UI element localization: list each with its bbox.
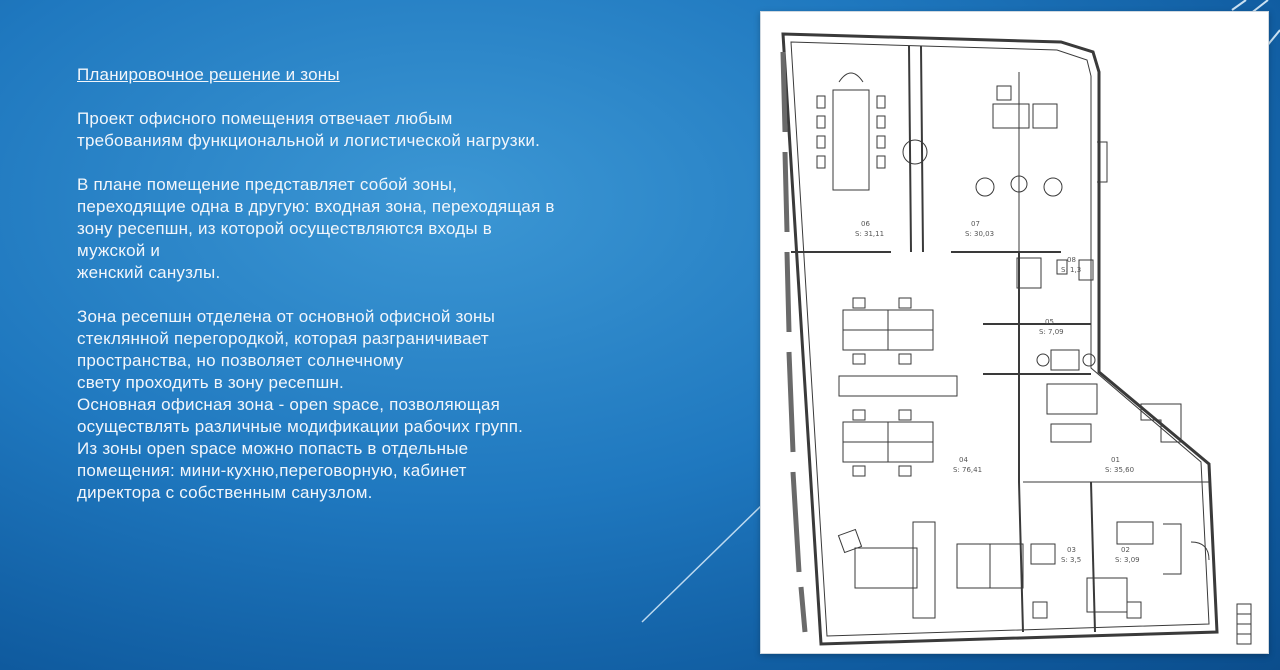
floor-plan-drawing [761, 12, 1268, 653]
text-line: Зона ресепшн отделена от основной офисной зоны [77, 307, 496, 326]
room-01-number: 01 [1111, 456, 1120, 464]
text-line: требованиям функциональной и логистической нагрузки. [77, 131, 541, 150]
paragraph-zones [77, 174, 677, 284]
room-01-area: S: 35,60 [1105, 466, 1135, 474]
room-03-area: S: 3,5 [1061, 556, 1082, 564]
room-05-area: S: 7,09 [1039, 328, 1064, 336]
description-text [77, 64, 677, 504]
text-line: осуществлять различные модификации рабочих групп. [77, 417, 524, 436]
slide-title: Планировочное решение и зоны [77, 65, 340, 84]
room-07-number: 07 [971, 220, 980, 228]
room-07-area: S: 30,03 [965, 230, 995, 238]
text-line: переходящие одна в другую: входная зона, переходящая в [77, 197, 555, 216]
text-line: В плане помещение представляет собой зоны, [77, 175, 458, 194]
text-line: Основная офисная зона - open space, позволяющая [77, 395, 501, 414]
room-06-number: 06 [861, 220, 870, 228]
text-line: Из зоны open space можно попасть в отдельные [77, 439, 469, 458]
text-line: директора с собственным санузлом. [77, 483, 373, 502]
room-08-area: S: 1,3 [1061, 266, 1082, 274]
text-line: Проект офисного помещения отвечает любым [77, 109, 453, 128]
room-03-number: 03 [1067, 546, 1076, 554]
text-line: пространства, но позволяет солнечному [77, 351, 404, 370]
text-line: женский санузлы. [77, 263, 221, 282]
text-line: свету проходить в зону ресепшн. [77, 373, 344, 392]
room-02-area: S: 3,09 [1115, 556, 1140, 564]
paragraph-reception [77, 306, 677, 504]
paragraph-intro [77, 108, 677, 152]
room-05-number: 05 [1045, 318, 1054, 326]
room-02-number: 02 [1121, 546, 1130, 554]
text-line: зону ресепшн, из которой осуществляются входы в [77, 219, 492, 238]
text-line: мужской и [77, 241, 161, 260]
room-04-number: 04 [959, 456, 968, 464]
room-08-number: 08 [1067, 256, 1076, 264]
floor-plan-image [760, 11, 1269, 654]
room-04-area: S: 76,41 [953, 466, 983, 474]
text-line: стеклянной перегородкой, которая разграничивает [77, 329, 489, 348]
text-line: помещения: мини-кухню,переговорную, кабинет [77, 461, 467, 480]
room-06-area: S: 31,11 [855, 230, 885, 238]
